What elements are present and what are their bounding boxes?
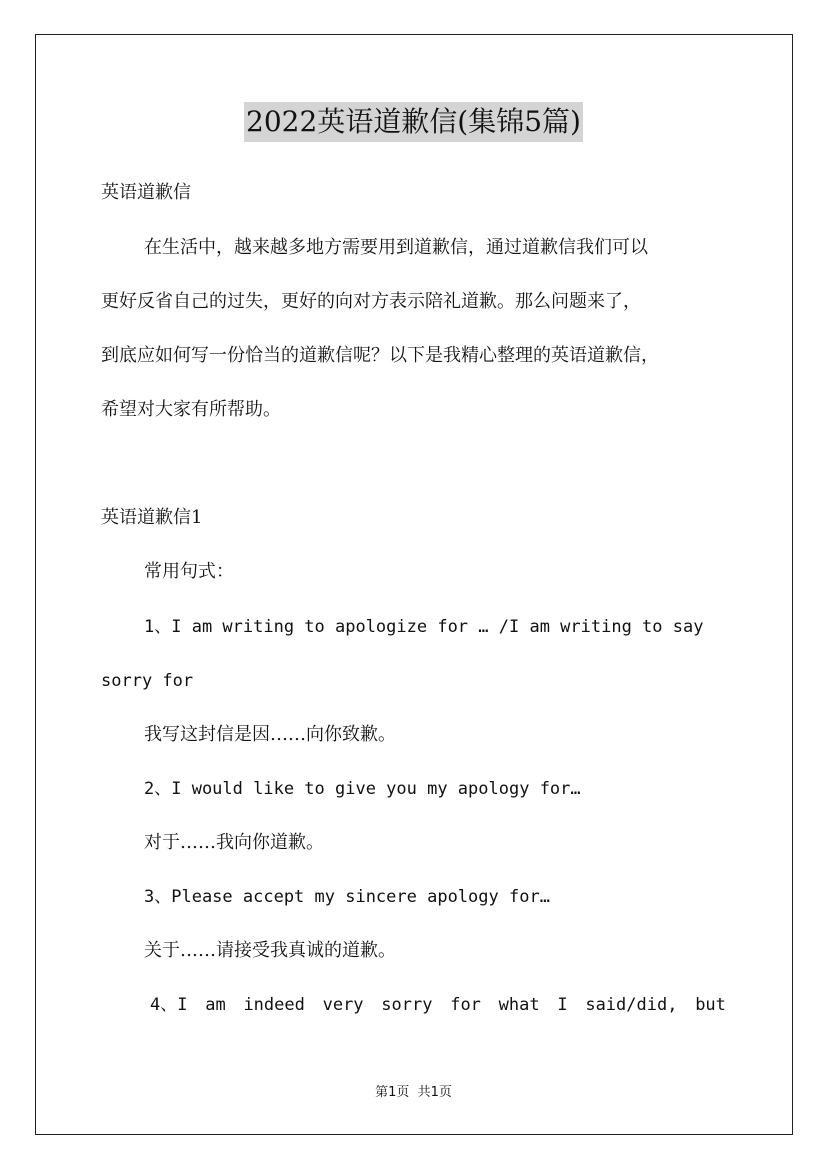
section-heading: 英语道歉信 [101, 182, 191, 203]
page-number: 第1页 [375, 1085, 410, 1100]
phrase-item-4-word: I [557, 995, 568, 1015]
phrase-item-2-translation: 对于……我向你道歉。 [144, 832, 324, 853]
phrase-item-4-word: indeed [243, 995, 305, 1015]
phrase-item-1-line-1: 1、I am writing to apologize for … /I am writing to say [144, 617, 704, 637]
phrase-item-4-word: said/did, [585, 995, 678, 1015]
phrase-item-2: 2、I would like to give you my apology for… [144, 779, 581, 799]
phrase-item-4-word: for [450, 995, 481, 1015]
page-footer [0, 1084, 827, 1102]
phrase-item-1-line-2: sorry for [101, 671, 194, 691]
phrase-item-3: 3、Please accept my sincere apology for… [144, 887, 550, 907]
phrase-item-4-word: sorry [381, 995, 433, 1015]
phrases-label: 常用句式： [144, 561, 234, 582]
intro-line-1: 在生活中，越来越多地方需要用到道歉信，通过道歉信我们可以 [144, 237, 648, 258]
letter-heading: 英语道歉信1 [101, 507, 203, 528]
phrase-item-4-word: very [322, 995, 364, 1015]
page-total: 共1页 [417, 1085, 452, 1100]
phrase-item-1-translation: 我写这封信是因……向你致歉。 [144, 724, 396, 745]
phrase-item-4-word: 4、I [150, 995, 188, 1015]
phrase-item-4-word: am [205, 995, 226, 1015]
document-title: 2022英语道歉信(集锦5篇) [244, 102, 583, 142]
phrase-item-4-word: but [695, 995, 726, 1015]
phrase-item-4-word: what [498, 995, 540, 1015]
phrase-item-4-line [150, 993, 726, 1017]
intro-line-2: 更好反省自己的过失，更好的向对方表示陪礼道歉。那么问题来了， [101, 291, 641, 312]
title-container [0, 102, 827, 142]
intro-line-4: 希望对大家有所帮助。 [101, 399, 281, 420]
intro-line-3: 到底应如何写一份恰当的道歉信呢？以下是我精心整理的英语道歉信， [101, 345, 659, 366]
phrase-item-3-translation: 关于……请接受我真诚的道歉。 [144, 940, 396, 961]
